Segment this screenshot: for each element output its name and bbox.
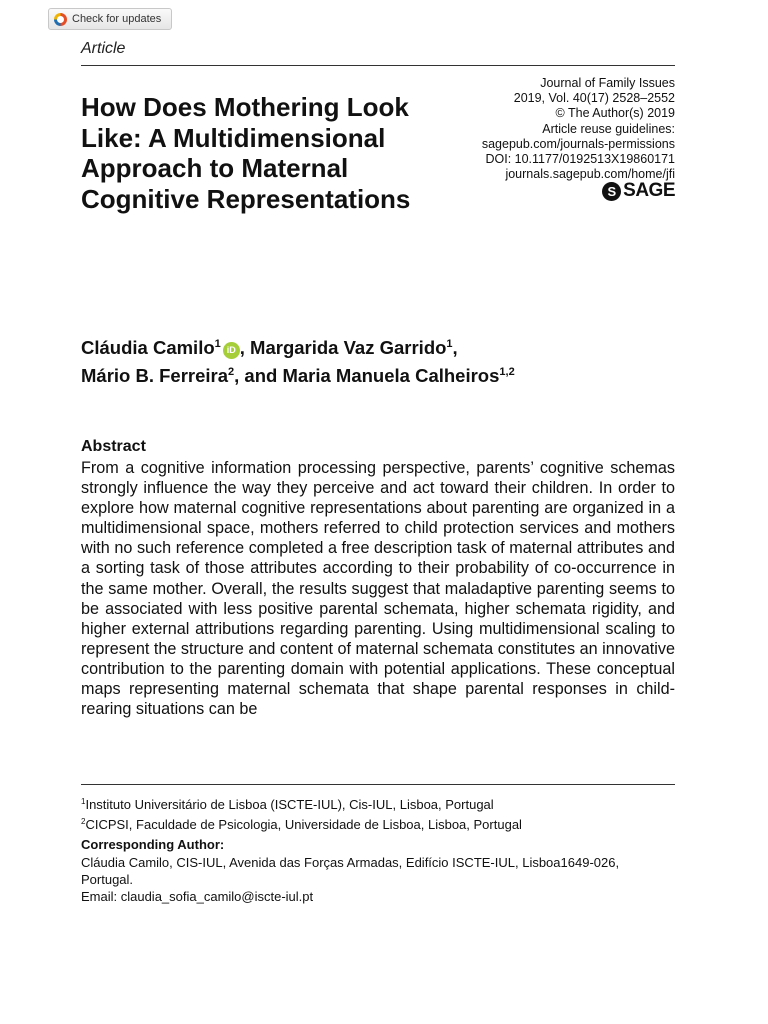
affiliations bbox=[81, 793, 522, 833]
author-affiliation-mark: 1,2 bbox=[499, 366, 515, 378]
affiliation-mark: 2 bbox=[81, 817, 86, 826]
journal-info bbox=[482, 76, 675, 182]
section-label: Article bbox=[81, 40, 126, 57]
sage-s-icon: S bbox=[602, 182, 621, 201]
footnote-divider bbox=[81, 784, 675, 785]
author-name: Cláudia Camilo bbox=[81, 337, 215, 358]
sage-logo bbox=[602, 180, 675, 202]
article-title: How Does Mothering Look Like: A Multidimensional Approach to Maternal Cognitive Representations bbox=[81, 92, 411, 214]
doi[interactable]: DOI: 10.1177/0192513X19860171 bbox=[485, 152, 675, 167]
author-name: Margarida Vaz Garrido bbox=[250, 337, 447, 358]
author-affiliation-mark: 1 bbox=[214, 338, 221, 350]
journal-volume: 2019, Vol. 40(17) 2528–2552 bbox=[513, 91, 675, 106]
journal-home-link[interactable]: journals.sagepub.com/home/jfi bbox=[505, 167, 675, 182]
affiliation-item bbox=[81, 793, 522, 813]
sage-logo-text: SAGE bbox=[623, 180, 675, 201]
journal-copyright: © The Author(s) 2019 bbox=[555, 106, 675, 121]
affiliation-item bbox=[81, 813, 522, 833]
affiliation-text: Instituto Universitário de Lisboa (ISCTE-IUL), Cis-IUL, Lisboa, Portugal bbox=[85, 797, 494, 812]
abstract-heading: Abstract bbox=[81, 438, 146, 455]
abstract-text: From a cognitive information processing perspective, parents’ cognitive schemas strongly influence the way they perceive and act toward their children. In order to explore how maternal cognitive representations about parenting are organized in a multidimensional space, mothers referred to child protection services and mothers with no such reference completed a free description task of maternal attributes and a sorting task of those attributes according to their probability of co-occurrence in the same mother. Overall, the results suggest that maladaptive parenting seems to be associated with less positive parental schemata, higher schemata rigidity, and higher external attributions regarding parenting. Using multidimensional scaling to represent the structure and content of maternal schemata constitutes an innovative contribution to the parenting domain with potential applications. These conceptual maps representing maternal schemata that shape parental responses in child-rearing situations can be bbox=[81, 459, 675, 719]
affiliation-mark: 1 bbox=[81, 797, 86, 806]
corresponding-email[interactable]: Email: claudia_sofia_camilo@iscte-iul.pt bbox=[81, 889, 314, 904]
permissions-link[interactable]: sagepub.com/journals-permissions bbox=[481, 136, 675, 151]
author-list: Cláudia Camilo$^1$ iD , Margarida Vaz Garrido$^1$, Mário B. Ferreira$^2$, and Maria Manuela Calheiros$^{1,2}$ bbox=[81, 337, 515, 386]
corresponding-author-info bbox=[81, 854, 681, 905]
crossmark-icon bbox=[54, 13, 67, 26]
check-for-updates-button[interactable] bbox=[48, 8, 172, 30]
journal-name: Journal of Family Issues bbox=[540, 76, 675, 90]
affiliation-text: CICPSI, Faculdade de Psicologia, Universidade de Lisboa, Lisboa, Portugal bbox=[85, 817, 522, 832]
top-divider bbox=[81, 65, 675, 66]
author-affiliation-mark: 2 bbox=[228, 366, 235, 378]
reuse-guidelines-label: Article reuse guidelines: bbox=[542, 121, 675, 136]
author-name: Mário B. Ferreira bbox=[81, 365, 229, 386]
corresponding-author-heading: Corresponding Author: bbox=[81, 837, 225, 852]
author-affiliation-mark: 1 bbox=[446, 338, 453, 350]
corresponding-country: Portugal. bbox=[81, 872, 134, 887]
check-for-updates-label: Check for updates bbox=[72, 13, 162, 25]
author-name: Maria Manuela Calheiros bbox=[282, 365, 500, 386]
orcid-icon[interactable]: iD bbox=[223, 342, 240, 359]
corresponding-address: Cláudia Camilo, CIS-IUL, Avenida das Forças Armadas, Edifício ISCTE-IUL, Lisboa1649-026, bbox=[81, 855, 620, 870]
